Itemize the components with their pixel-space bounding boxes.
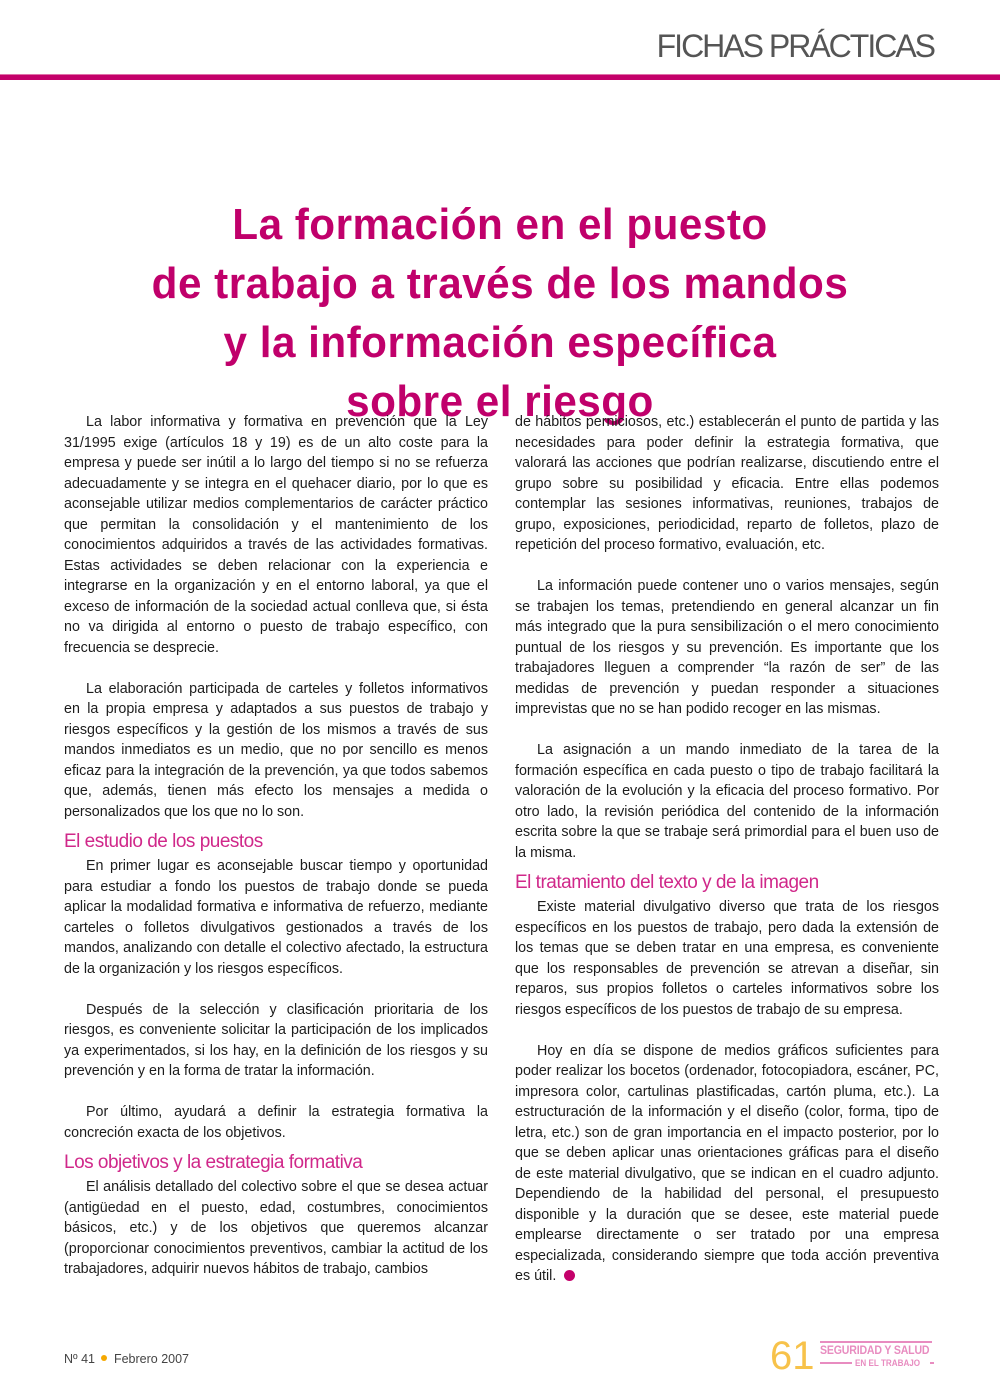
issue-date: Febrero 2007 [113, 1352, 190, 1366]
paragraph-text: Hoy en día se dispone de medios gráficos suficientes para poder realizar los bocetos (ordenador, fotocopiadora, escáner, PC, impresora color, cartulinas plastificadas, cartón pluma, etc.). La estructuración de la información y el diseño (color, forma, tipo de letra, etc.) son de gran importancia en el impacto posterior, por lo que se deben aplicar unas orientaciones gráficas para el diseño de este material divulgativo, que se indican en el cuadro adjunto. Dependiendo de la habilidad del personal, el presupuesto disponible y la duración que se desee, este material puede emplearse directamente o ser tratado por una empresa especializada, considerando siempre que toda acción preventiva es útil. [515, 1042, 939, 1284]
section-heading: Los objetivos y la estrategia formativa [64, 1152, 363, 1173]
paragraph: La elaboración participada de carteles y folletos informativos en la propia empresa y adaptados a sus puestos de trabajo y riesgos específicos y la gestión de los mismos a través de sus mandos inmediatos es un medio, que no por sencillo es menos eficaz para la integración de la prevención, ya que todos sabemos que, además, tienen más efecto los mensajes a medida o personalizados que los que no lo son. [64, 680, 488, 820]
section-heading: El estudio de los puestos [64, 831, 263, 852]
logo-line-1: SEGURIDAD Y SALUD [820, 1345, 930, 1357]
paragraph-continued: de hábitos perniciosos, etc.) establecerán el punto de partida y las necesidades para poder definir la estrategia formativa, que valorará las acciones que podrían realizarse, discutiendo entre el grupo sobre su posibilidad y eficacia. Entre ellas podemos contemplar las sesiones informativas, reuniones, trabajos de grupo, exposiciones, periodicidad, reparto de folletos, plazo de repetición del proceso formativo, evaluación, etc. [515, 414, 939, 553]
magazine-logo [820, 1341, 934, 1368]
end-of-article-dot-icon [564, 1270, 575, 1281]
issue-number: Nº 41 [64, 1352, 95, 1366]
logo-rule [820, 1362, 852, 1364]
separator-dot-icon [101, 1355, 107, 1361]
paragraph: Existe material divulgativo diverso que trata de los riesgos específicos en los puestos de trabajo, pero dada la extensión de los temas que se deben tratar en una empresa, es conveniente que los responsables de prevención se atrevan a diseñar, sin reparos, sus propios folletos o carteles informativos sobre los riesgos específicos de los puestos de trabajo de su empresa. [515, 899, 939, 1018]
section-heading: El tratamiento del texto y de la imagen [515, 872, 819, 893]
right-column [515, 412, 939, 1287]
title-line-3: y la información específica [223, 318, 777, 368]
left-column [64, 412, 488, 1280]
title-line-4: sobre el riesgo [346, 377, 654, 427]
article-title [78, 195, 923, 431]
logo-rule [820, 1341, 932, 1343]
logo-line-2-row [820, 1358, 934, 1368]
section-label: FICHAS PRÁCTICAS [656, 28, 934, 64]
paragraph: Después de la selección y clasificación prioritaria de los riesgos, es conveniente solicitar la participación de los implicados ya experimentados, si los hay, en la definición de los riesgos y su prevención y en la forma de tratar la información. [64, 1001, 488, 1079]
title-line-2: de trabajo a través de los mandos [151, 259, 849, 309]
paragraph: El análisis detallado del colectivo sobre el que se desea actuar (antigüedad en el puesto, edad, costumbres, conocimientos básicos, etc.) y de los objetivos que queremos alcanzar (proporcionar conocimientos preventivos, cambiar la actitud de los trabajadores, adquirir nuevos hábitos de trabajo, cambios [64, 1179, 488, 1277]
issue-info [64, 1352, 189, 1366]
paragraph: La información puede contener uno o varios mensajes, según se trabajen los temas, pretendiendo en general alcanzar un fin más integrado que la pura sensibilización o el mero conocimiento puntual de los riesgos y su prevención. Es importante que los trabajadores lleguen a comprender “la razón de ser” de las medidas de prevención y puedan responder a situaciones imprevistas que no se han podido recoger en las mismas. [515, 578, 939, 717]
title-line-1: La formación en el puesto [232, 200, 768, 250]
paragraph: La labor informativa y formativa en prevención que la Ley 31/1995 exige (artículos 18 y 19) es de un alto coste para la empresa y puede ser inútil a lo largo del tiempo si no se refuerza adecuadamente y se integra en el quehacer diario, por lo que es aconsejable utilizar medios complementarios de carácter práctico que permitan la consolidación y el mantenimiento de los conocimientos adquiridos a través de las actividades formativas. Estas actividades se deben relacionar con la experiencia e integrarse en la organización y en el entorno laboral, ya que el exceso de información de la sociedad actual conlleva que, si ésta no va dirigida al entorno o puesto de trabajo específico, con frecuencia se desprecie. [64, 414, 488, 656]
paragraph: En primer lugar es aconsejable buscar tiempo y oportunidad para estudiar a fondo los puestos de trabajo donde se pueda aplicar la modalidad formativa e informativa de refuerzo, mediante carteles o folletos divulgativos gestionados a través de los mandos, analizando con detalle el colectivo afectado, la estructura de la organización y los riesgos específicos. [64, 858, 488, 977]
paragraph-final [515, 1041, 939, 1287]
header-rule [0, 74, 1000, 80]
paragraph: La asignación a un mando inmediato de la tarea de la formación específica en cada puesto o tipo de trabajo facilitará la valoración de la evolución y la eficacia del proceso formativo. Por otro lado, la revisión periódica del contenido de la información escrita sobre la que se trabaje será primordial para el buen uso de la misma. [515, 742, 939, 861]
logo-rule [930, 1362, 934, 1364]
logo-line-2: EN EL TRABAJO [854, 1358, 920, 1368]
page-number: 61 [770, 1334, 815, 1378]
paragraph: Por último, ayudará a definir la estrategia formativa la concreción exacta de los objetivos. [64, 1104, 488, 1141]
